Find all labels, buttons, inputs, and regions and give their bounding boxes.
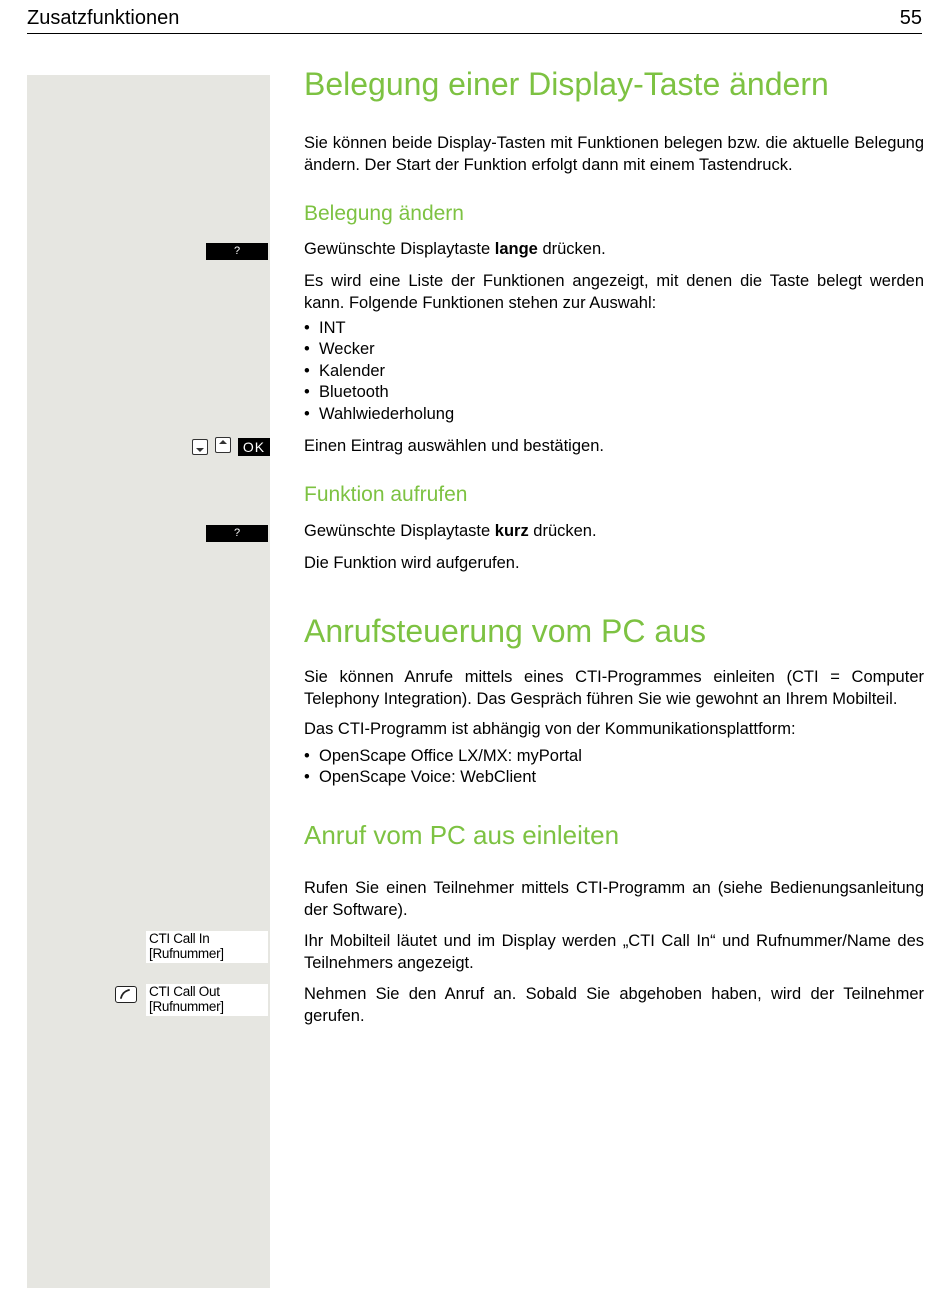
display-cti-call-out: [146, 984, 268, 1016]
handset-icon: [115, 986, 137, 1003]
list-item: • OpenScape Office LX/MX: myPortal: [304, 746, 582, 767]
nav-down-icon: [192, 439, 208, 455]
intro-paragraph: Sie können beide Display-Tasten mit Funktionen belegen bzw. die aktuelle Belegung ändern. Der Start der Funktion erfolgt dann mit einem Tastendruck.: [304, 134, 924, 174]
step-select-confirm: Einen Eintrag auswählen und bestätigen.: [304, 437, 604, 455]
page-number: 55: [899, 7, 922, 29]
function-list: [304, 318, 454, 425]
display-line: [Rufnummer]: [149, 946, 224, 961]
step-answer-call: Nehmen Sie den Anruf an. Sobald Sie abgehoben haben, wird der Teilnehmer gerufen.: [304, 985, 924, 1025]
list-item: • Wecker: [304, 339, 454, 360]
display-line: CTI Call Out: [149, 984, 220, 999]
list-item: • Bluetooth: [304, 382, 454, 403]
subheading-call-function: Funktion aufrufen: [304, 483, 468, 506]
display-line: CTI Call In: [149, 931, 210, 946]
display-cti-call-in: [146, 931, 268, 963]
subheading-start-call-from-pc: Anruf vom PC aus einleiten: [304, 820, 620, 850]
heading-display-key: Belegung einer Display-Taste ändern: [304, 66, 829, 102]
subheading-change-assignment: Belegung ändern: [304, 202, 464, 225]
display-softkey-icon: ?: [206, 243, 268, 260]
list-item: • OpenScape Voice: WebClient: [304, 767, 582, 788]
function-list-intro: Es wird eine Liste der Funktionen angezeigt, mit denen die Taste belegt werden kann. Folgende Funktionen stehen zur Auswahl:: [304, 272, 924, 312]
step-short-press: Gewünschte Displaytaste kurz drücken.: [304, 522, 597, 540]
display-softkey-icon: ?: [206, 525, 268, 542]
display-line: [Rufnummer]: [149, 999, 224, 1014]
step-call-via-cti: Rufen Sie einen Teilnehmer mittels CTI-Programm an (siehe Bedienungsanleitung der Software).: [304, 879, 924, 919]
list-item: • Wahlwiederholung: [304, 404, 454, 425]
ok-key-icon: OK: [238, 438, 270, 456]
heading-pc-call-control: Anrufsteuerung vom PC aus: [304, 613, 706, 649]
cti-intro-paragraph: Sie können Anrufe mittels eines CTI-Programmes einleiten (CTI = Computer Telephony Integration). Das Gespräch führen Sie wie gewohnt an Ihrem Mobilteil.: [304, 668, 924, 708]
list-item: • INT: [304, 318, 454, 339]
page-header: [27, 6, 922, 34]
list-item: • Kalender: [304, 361, 454, 382]
step-handset-rings: Ihr Mobilteil läutet und im Display werden „CTI Call In“ und Rufnummer/Name des Teilnehmers angezeigt.: [304, 932, 924, 972]
nav-up-icon: [215, 437, 231, 453]
platform-list: [304, 746, 582, 789]
function-called-text: Die Funktion wird aufgerufen.: [304, 554, 520, 572]
step-long-press: Gewünschte Displaytaste lange drücken.: [304, 240, 606, 258]
section-title: Zusatzfunktionen: [27, 7, 180, 29]
platform-intro: Das CTI-Programm ist abhängig von der Kommunikationsplattform:: [304, 720, 796, 738]
